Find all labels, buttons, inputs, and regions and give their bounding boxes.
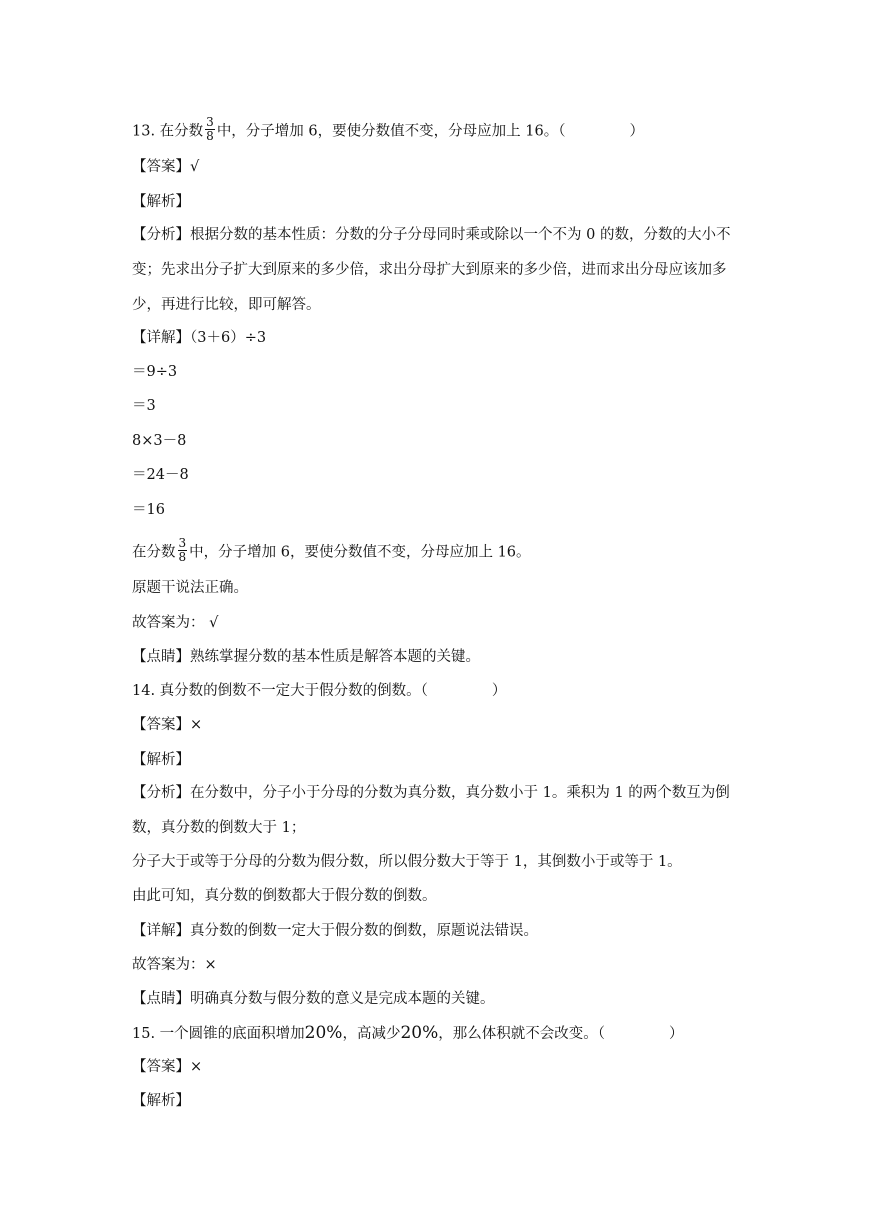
- q14-analysis-3: 由此可知，真分数的倒数都大于假分数的倒数。: [132, 888, 437, 904]
- q14-final: 故答案为：×: [132, 957, 217, 973]
- q13-detail-line-2: ＝9÷3: [132, 364, 178, 380]
- question-15-stem: 15. 一个圆锥的底面积增加20%，高减少20%，那么体积就不会改变。（ ）: [132, 1023, 684, 1043]
- q13-detail-line-1: 【详解】（3＋6）÷3: [132, 330, 267, 346]
- q13-correct: 原题干说法正确。: [132, 580, 248, 596]
- q15-answer: 【答案】×: [132, 1059, 203, 1075]
- q14-point: 【点睛】明确真分数与假分数的意义是完成本题的关键。: [132, 991, 495, 1007]
- q14-answer: 【答案】×: [132, 717, 203, 733]
- q13-detail-line-4: 8×3－8: [132, 433, 187, 449]
- percent-20-b: 20%: [400, 1023, 439, 1043]
- q13-detail-line-3: ＝3: [132, 398, 156, 414]
- question-14-stem: 14. 真分数的倒数不一定大于假分数的倒数。（ ）: [132, 683, 507, 699]
- question-13-stem: 13. 在分数 $\frac{3}{8}$ 中，分子增加 6，要使分数值不变，分母应加上 16。（ ）: [132, 115, 644, 143]
- q14-analysis: 【分析】在分数中，分子小于分母的分数为真分数，真分数小于 1。乘积为 1 的两个数互为倒数，真分数的倒数大于 1；: [132, 785, 730, 836]
- q13-answer: 【答案】√: [132, 159, 200, 175]
- q14-analysis-heading: 【解析】: [132, 752, 190, 768]
- q14-detail: 【详解】真分数的倒数一定大于假分数的倒数，原题说法错误。: [132, 923, 538, 939]
- q13-final: 故答案为： √: [132, 615, 219, 631]
- fraction-3-8: $\frac{3}{8}$: [206, 115, 214, 143]
- q13-detail-line-5: ＝24－8: [132, 467, 189, 483]
- q13-conclusion: 在分数 $\frac{3}{8}$ 中，分子增加 6，要使分数值不变，分母应加上 16。: [132, 536, 531, 564]
- q13-analysis: 【分析】根据分数的基本性质：分数的分子分母同时乘或除以一个不为 0 的数，分数的大小不变；先求出分子扩大到原来的多少倍，求出分母扩大到原来的多少倍，进而求出分母应该加多少，再进行比较，即可解答。: [132, 227, 731, 313]
- fraction-3-8: $\frac{3}{8}$: [178, 536, 187, 564]
- q13-analysis-heading: 【解析】: [132, 194, 190, 210]
- q13-detail-line-6: ＝16: [132, 502, 165, 518]
- q14-analysis-2: 分子大于或等于分母的分数为假分数，所以假分数大于等于 1，其倒数小于或等于 1。: [132, 854, 682, 870]
- q13-point: 【点睛】熟练掌握分数的基本性质是解答本题的关键。: [132, 649, 480, 665]
- q15-analysis-heading: 【解析】: [132, 1093, 190, 1109]
- percent-20-a: 20%: [304, 1023, 343, 1043]
